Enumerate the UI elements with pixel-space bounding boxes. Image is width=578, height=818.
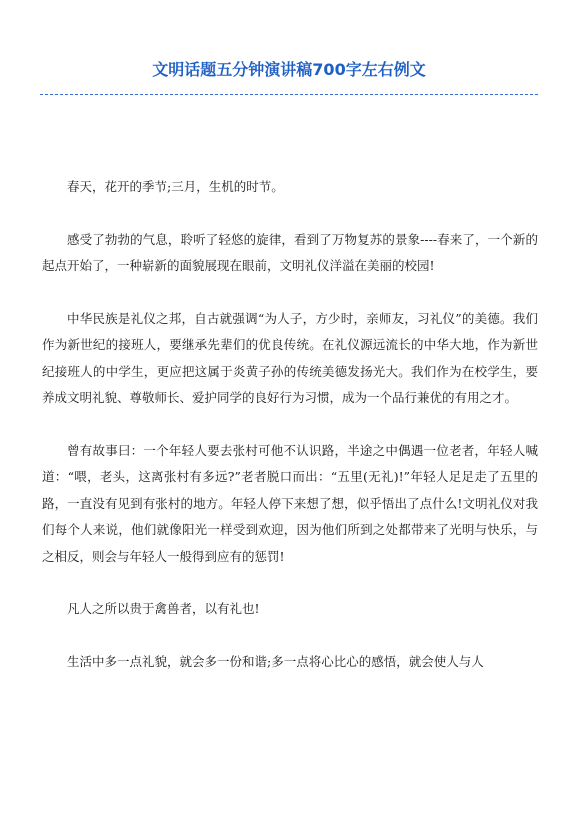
paragraph-6: 生活中多一点礼貌，就会多一份和谐;多一点将心比心的感悟，就会使人与人 (67, 653, 484, 669)
document-title: 文明话题五分钟演讲稿700字左右例文 (152, 60, 426, 79)
paragraph-1: 春天，花开的季节;三月，生机的时节。 (67, 179, 284, 194)
paragraph-3: 中华民族是礼仪之邦，自古就强调“为人子，方少时，亲师友，习礼仪”的美德。我们作为新世纪的接班人，要继承先辈们的优良传统。在礼仪源远流长的中华大地，作为新世纪接班人的中学生，更应把这属于炎黄子孙的传统美德发扬光大。我们作为在校学生，要养成文明礼貌、尊敬师长、爱护同学的良好行为习惯，成为一个品行兼优的有用之才。 (42, 310, 538, 405)
title-divider (40, 94, 538, 95)
paragraph-4: 曾有故事曰：一个年轻人要去张村可他不认识路，半途之中偶遇一位老者，年轻人喊道：“喂，老头，这离张村有多远?”老者脱口而出：“五里(无礼)!”年轻人足足走了五里的路，一直没有见到有张村的地方。年轻人停下来想了想，似乎悟出了点什么!文明礼仪对我们每个人来说，他们就像阳光一样受到欢迎，因为他们所到之处都带来了光明与快乐，与之相反，则会与年轻人一般得到应有的惩罚! (42, 442, 538, 564)
paragraph-2: 感受了勃勃的气息，聆听了轻悠的旋律，看到了万物复苏的景象----春来了，一个新的起点开始了，一种崭新的面貌展现在眼前，文明礼仪洋溢在美丽的校园! (42, 231, 538, 273)
document-body (42, 174, 538, 675)
paragraph-5: 凡人之所以贵于禽兽者，以有礼也! (67, 601, 260, 616)
